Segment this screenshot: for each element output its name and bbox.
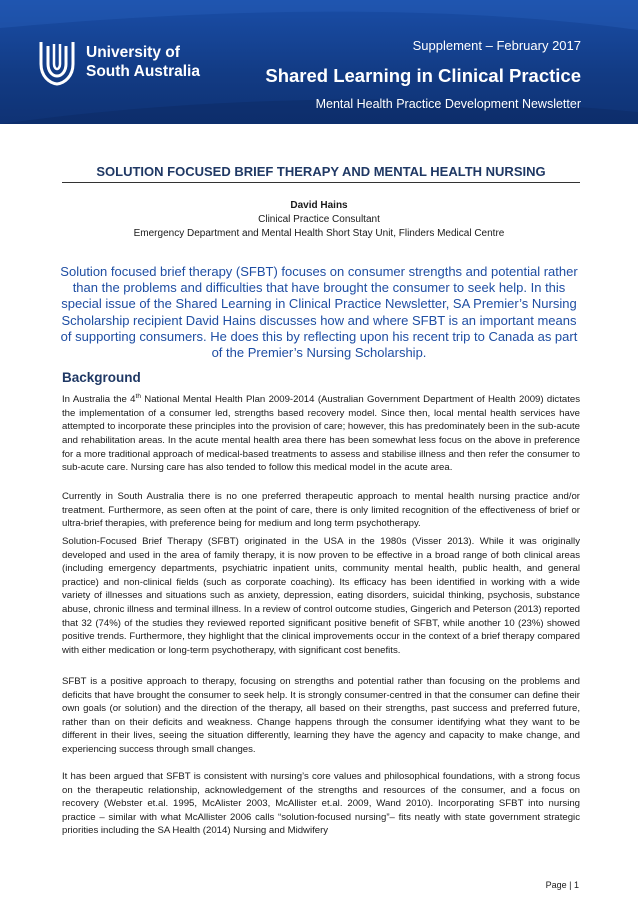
body-paragraph-3: Solution-Focused Brief Therapy (SFBT) originated in the USA in the 1980s (Visser 2013). While it was originally developed and used in the area of family therapy, it is now proven to be effective in a broad range of both clinical areas (including emergency departments, psychiatric inpatient units, community mental health, public health, and general practice) and non-clinical fields (such as corporate coaching). Its efficacy has been identified in working with a wide variety of illnesses and situations such as anxiety, depression, eating disorders, suicidal thinking, psychosis, substance abuse, chronic illness and terminal illness. In a review of control outcome studies, Gingerich and Peterson (2013) reported that 32 (74%) of the studies they reviewed reported significant positive benefit of SFBT, while another 10 (23%) showed positive trends. Furthermore, they highlight that the clinical improvements occur in the context of a brief therapy compared with either medication or long-term psychotherapy, with significant cost benefits.	[62, 536, 580, 656]
article-title: SOLUTION FOCUSED BRIEF THERAPY AND MENTAL HEALTH NURSING	[96, 164, 546, 179]
newsletter-subtitle: Mental Health Practice Development Newsletter	[315, 97, 581, 111]
section-heading-background: Background	[62, 370, 141, 385]
body-paragraph-4: SFBT is a positive approach to therapy, focusing on strengths and potential rather than focusing on the problems and deficits that have brought the consumer to seek help. It is strongly consumer-centred in that the consumer can define their own goals (or solution) and the direction of the therapy, all based on their strengths, past success and preferred future, rather than on their deficits and weakness. Change happens through the consumer identifying what they want to be different in their lives, seeing the situation differently, learning they have the agency and capacity to make change, and experiencing success through small changes.	[62, 676, 580, 755]
university-name	[86, 43, 200, 81]
p1-text-start: In Australia the 4	[62, 394, 136, 406]
p1-text-rest: National Mental Health Plan 2009-2014 (Australian Government Department of Health 2009) dictates the implementation of a consumer led, strengths based recovery model. Since then, local mental health services have attempted to incorporate these principles into the provision of care; however, this has predominately been in the sub-acute and rehabilitation areas. In the acute mental health area there has been somewhat less focus on the above in preference for a more traditional approach of medical-based treatments to assess and stabilise illness and then refer the consumer to sub-acute care. Nursing care has also tended to follow this medical model in the acute area.	[62, 394, 580, 474]
university-name-line1: University of	[86, 44, 180, 61]
body-paragraph-2: Currently in South Australia there is no one preferred therapeutic approach to mental health nursing practice and/or treatment. Furthermore, as seen often at the point of care, there is only limited recognition of the effectiveness of brief or ultra-brief therapies, with preference being for medium and long term psychotherapy.	[62, 491, 580, 530]
title-divider	[62, 182, 580, 183]
author-role: Clinical Practice Consultant	[258, 214, 380, 225]
body-paragraph-5: It has been argued that SFBT is consistent with nursing’s core values and philosophical foundations, with a strong focus on the therapeutic relationship, acknowledgement of the strengths and resources of the consumer, and a focus on recovery (Webster et.al. 1995, McAlister 2003, McAllister et.al. 2009, Wand 2010). Incorporating SFBT into nursing practice – similar with what McAllister 2006 calls “solution-focused nursing”– fits neatly with state government strategic priorities including the SA Health (2014) Nursing and Midwifery	[62, 771, 580, 837]
p1-superscript: th	[135, 393, 141, 400]
body-paragraph-1	[62, 390, 580, 475]
unisa-logo-icon	[37, 40, 77, 86]
author-name: David Hains	[290, 200, 348, 211]
university-name-line2: South Australia	[86, 63, 200, 80]
newsletter-title: Shared Learning in Clinical Practice	[265, 65, 581, 86]
newsletter-header	[0, 0, 638, 124]
author-affiliation: Emergency Department and Mental Health Short Stay Unit, Flinders Medical Centre	[133, 228, 505, 239]
page-number: Page | 1	[545, 880, 579, 890]
lead-paragraph: Solution focused brief therapy (SFBT) focuses on consumer strengths and potential rather than the problems and difficulties that have brought the consumer to seek help. In this special issue of the Shared Learning in Clinical Practice Newsletter, SA Premier’s Nursing Scholarship recipient David Hains discusses how and where SFBT is an important means of supporting consumers. He does this by reflecting upon his recent trip to Canada as part of the Premier’s Nursing Scholarship.	[60, 264, 578, 361]
supplement-date: Supplement – February 2017	[412, 38, 581, 53]
